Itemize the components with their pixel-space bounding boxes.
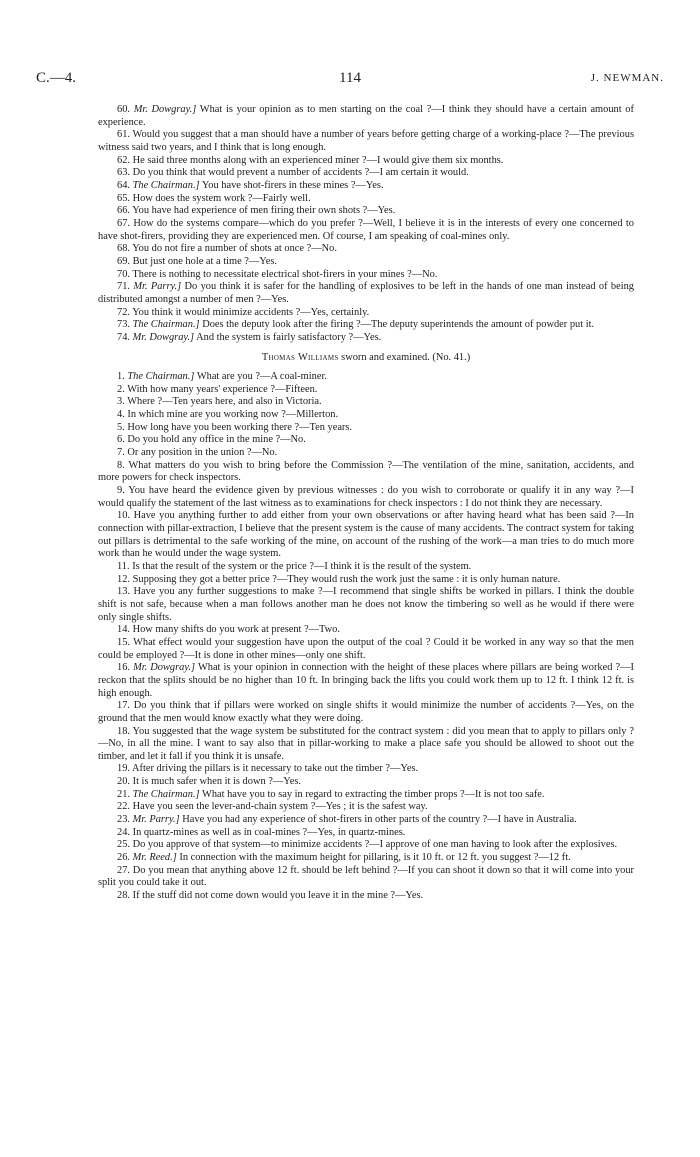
question-number: 14. [117, 624, 130, 636]
question-paragraph [98, 839, 634, 852]
question-number: 74. [117, 331, 130, 343]
question-paragraph [98, 789, 634, 802]
question-paragraph [98, 129, 634, 154]
question-paragraph [98, 574, 634, 587]
question-number: 5. [117, 421, 125, 433]
question-text: In quartz-mines as well as in coal-mines ?—Yes, in quartz-mines. [132, 826, 406, 838]
question-paragraph [98, 827, 634, 840]
question-number: 60. [117, 104, 130, 115]
question-paragraph [98, 447, 634, 460]
question-paragraph [98, 586, 634, 624]
question-paragraph [98, 218, 634, 243]
question-number: 1. [117, 371, 125, 383]
question-number: 62. [117, 154, 130, 166]
question-paragraph [98, 662, 634, 700]
speaker-name: The Chairman.] [127, 371, 195, 383]
question-text: If the stuff did not come down would you leave it in the mine ?—Yes. [132, 890, 424, 902]
speaker-name: Mr. Reed.] [132, 852, 177, 864]
page-number: 114 [339, 70, 361, 86]
question-text: What are you ?—A coal-miner. [196, 371, 327, 383]
question-text: Or any position in the union ?—No. [127, 447, 278, 459]
page-body [98, 104, 634, 903]
question-number: 3. [117, 396, 125, 408]
question-text: Do you approve of that system—to minimize accidents ?—I approve of one man having to look after the explosives. [132, 839, 618, 851]
question-text: There is nothing to necessitate electrical shot-firers in your mines ?—No. [132, 268, 438, 280]
question-text: Does the deputy look after the firing ?—The deputy superintends the amount of powder put it. [202, 319, 595, 331]
question-text: How long have you been working there ?—Ten years. [127, 421, 353, 433]
question-number: 24. [117, 826, 130, 838]
question-number: 13. [117, 586, 130, 598]
question-text: He said three months along with an experienced miner ?—I would give them six months. [132, 154, 504, 166]
question-number: 6. [117, 434, 125, 446]
question-number: 16. [117, 662, 130, 674]
question-text: What have you to say in regard to extracting the timber props ?—It is not too safe. [202, 788, 545, 800]
question-text: It is much safer when it is down ?—Yes. [132, 776, 301, 788]
question-paragraph [98, 307, 634, 320]
testimony-section-newman [98, 104, 634, 344]
testimony-section-williams [98, 371, 634, 903]
question-paragraph [98, 256, 634, 269]
question-paragraph [98, 167, 634, 180]
speaker-name: Mr. Parry.] [133, 281, 182, 293]
question-text: In connection with the maximum height for pillaring, is it 10 ft. or 12 ft. you suggest ?—12 ft. [179, 852, 571, 864]
question-text: After driving the pillars is it necessary to take out the timber ?—Yes. [132, 763, 419, 775]
question-text: You suggested that the wage system be substituted for the contract system : did you mean that to apply to pillars only ?—No, in all the mine. I want to say also that in pillar-working to make a place safe you should be allowed to shoot out the timber, and let it fall if you think it is unsafe. [98, 725, 634, 762]
question-number: 15. [117, 636, 130, 648]
question-paragraph [98, 180, 634, 193]
question-paragraph [98, 205, 634, 218]
question-number: 9. [117, 485, 125, 497]
question-number: 21. [117, 788, 130, 800]
question-paragraph [98, 371, 634, 384]
document-reference: C.—4. [36, 70, 77, 86]
question-paragraph [98, 332, 634, 345]
question-number: 65. [117, 192, 130, 204]
question-number: 61. [117, 129, 130, 141]
question-text: Where ?—Ten years here, and also in Victoria. [127, 396, 322, 408]
question-paragraph [98, 726, 634, 764]
question-number: 63. [117, 167, 130, 179]
witness-heading [98, 352, 634, 365]
question-text: What matters do you wish to bring before the Commission ?—The ventilation of the mine, sanitation, accidents, and more powers for check inspectors. [98, 459, 634, 484]
speaker-name: Mr. Parry.] [132, 814, 180, 826]
question-text: Have you anything further to add either from your own observations or after having heard what has been said ?—In connection with pillar-extraction, I believe that the present system is the cause of many accidents. The contract system for taking out pillars is detrimental to the safe working of the mine, on account of the rushing of the work—a man tries to do much more work than he would under the wage system. [98, 510, 634, 560]
speaker-name: The Chairman.] [132, 319, 200, 331]
speaker-name: The Chairman.] [132, 179, 200, 191]
question-text: What effect would your suggestion have upon the output of the coal ? Could it be worked in any way so that the men could be employed ?—It is done in other mines—only one shift. [98, 636, 634, 661]
question-paragraph [98, 269, 634, 282]
question-number: 66. [117, 205, 130, 217]
speaker-name: Mr. Dowgray.] [133, 104, 197, 115]
witness-heading-text: sworn and examined. [341, 352, 430, 364]
question-number: 70. [117, 268, 130, 280]
question-text: How does the system work ?—Fairly well. [132, 192, 311, 204]
question-number: 18. [117, 725, 130, 737]
speaker-name: The Chairman.] [132, 788, 200, 800]
question-text: Do you think that if pillars were worked on single shifts it would minimize the number of accidents ?—Yes, on the ground that the men would know exactly what they were doing. [98, 700, 634, 724]
question-paragraph [98, 561, 634, 574]
question-paragraph [98, 814, 634, 827]
witness-name: Thomas Williams [261, 352, 339, 364]
question-number: 26. [117, 852, 130, 864]
page-header [36, 70, 664, 88]
question-paragraph [98, 700, 634, 725]
question-number: 23. [117, 814, 130, 826]
question-text: With how many years' experience ?—Fifteen. [127, 383, 318, 395]
question-number: 25. [117, 839, 130, 851]
question-paragraph [98, 422, 634, 435]
question-text: You have shot-firers in these mines ?—Yes. [201, 179, 384, 191]
question-text: You do not fire a number of shots at once ?—No. [132, 243, 337, 255]
speaker-name: Mr. Dowgray.] [133, 662, 196, 674]
question-number: 8. [117, 459, 125, 471]
question-number: 10. [117, 510, 130, 522]
question-text: In which mine are you working now ?—Millerton. [127, 409, 339, 421]
question-paragraph [98, 281, 634, 306]
question-number: 71. [117, 281, 130, 293]
question-number: 22. [117, 801, 130, 813]
question-text: What is your opinion as to men starting on the coal ?—I think they should have a certain amount of experience. [98, 104, 634, 128]
question-number: 68. [117, 243, 130, 255]
question-text: Would you suggest that a man should have a number of years before getting charge of a working-place ?—The previous witness said two years, and I think that is long enough. [98, 129, 634, 153]
question-paragraph [98, 243, 634, 256]
question-number: 64. [117, 179, 130, 191]
speaker-name: Mr. Dowgray.] [132, 331, 195, 343]
question-paragraph [98, 763, 634, 776]
question-number: 73. [117, 319, 130, 331]
question-paragraph [98, 396, 634, 409]
question-text: Is that the result of the system or the price ?—I think it is the result of the system. [132, 560, 472, 572]
question-paragraph [98, 776, 634, 789]
question-number: 67. [117, 217, 130, 229]
question-number: 19. [117, 763, 130, 775]
question-text: But just one hole at a time ?—Yes. [132, 255, 278, 267]
question-text: How do the systems compare—which do you prefer ?—Well, I believe it is in the interests of every one concerned to have shot-firers, providing they are experienced men. Of course, I am speaking of coal-mines only. [98, 217, 634, 242]
question-text: Have you had any experience of shot-firers in other parts of the country ?—I have in Australia. [182, 814, 577, 826]
question-paragraph [98, 104, 634, 129]
question-text: Have you seen the lever-and-chain system ?—Yes ; it is the safest way. [132, 801, 428, 813]
question-number: 11. [117, 560, 130, 572]
question-text: Have you any further suggestions to make ?—I recommend that single shifts be worked in pillars. I think the double shift is not safe, because when a man follows another man he does not know the timbering so well as he would if there were only single shifts. [98, 586, 634, 623]
question-text: How many shifts do you work at present ?—Two. [132, 624, 340, 636]
question-number: 2. [117, 383, 125, 395]
question-paragraph [98, 801, 634, 814]
witness-number: (No. 41.) [432, 352, 471, 364]
question-number: 4. [117, 409, 125, 421]
question-number: 17. [117, 700, 130, 712]
question-text: What is your opinion in connection with the height of these places where pillars are being worked ?—I reckon that the splits should be no higher than 10 ft. In bringing back the lifts you could work them up to 12 ft. I think 12 ft. is high enough. [98, 662, 634, 699]
question-paragraph [98, 460, 634, 485]
question-number: 20. [117, 776, 130, 788]
question-number: 72. [117, 306, 130, 318]
question-text: And the system is fairly satisfactory ?—Yes. [196, 331, 382, 343]
question-number: 69. [117, 255, 130, 267]
question-paragraph [98, 890, 634, 903]
question-number: 12. [117, 573, 130, 585]
question-number: 7. [117, 447, 125, 459]
question-paragraph [98, 510, 634, 561]
question-paragraph [98, 624, 634, 637]
question-paragraph [98, 865, 634, 890]
question-paragraph [98, 193, 634, 206]
question-paragraph [98, 637, 634, 662]
question-paragraph [98, 155, 634, 168]
question-number: 28. [117, 890, 130, 902]
question-text: Supposing they got a better price ?—They would rush the work just the same : it is only human nature. [132, 573, 561, 585]
question-paragraph [98, 384, 634, 397]
question-paragraph [98, 409, 634, 422]
witness-running-head: J. NEWMAN. [590, 72, 664, 84]
question-text: You have heard the evidence given by previous witnesses : do you wish to corroborate or qualify it in any way ?—I would qualify the statement of the last witness as to examinations for check inspectors : I do not think they are necessary. [98, 485, 634, 509]
question-number: 27. [117, 864, 130, 876]
question-text: You think it would minimize accidents ?—Yes, certainly. [132, 306, 370, 318]
question-text: Do you hold any office in the mine ?—No. [127, 434, 306, 446]
question-paragraph [98, 485, 634, 510]
question-paragraph [98, 434, 634, 447]
question-paragraph [98, 852, 634, 865]
question-text: Do you mean that anything above 12 ft. should be left behind ?—If you can shoot it down so that it will come into your split you could take it out. [98, 864, 634, 889]
question-text: Do you think it is safer for the handling of explosives to be left in the hands of one man instead of being distributed amongst a number of men ?—Yes. [98, 281, 634, 305]
question-text: Do you think that would prevent a number of accidents ?—I am certain it would. [132, 167, 469, 179]
question-text: You have had experience of men firing their own shots ?—Yes. [132, 205, 396, 217]
question-paragraph [98, 319, 634, 332]
